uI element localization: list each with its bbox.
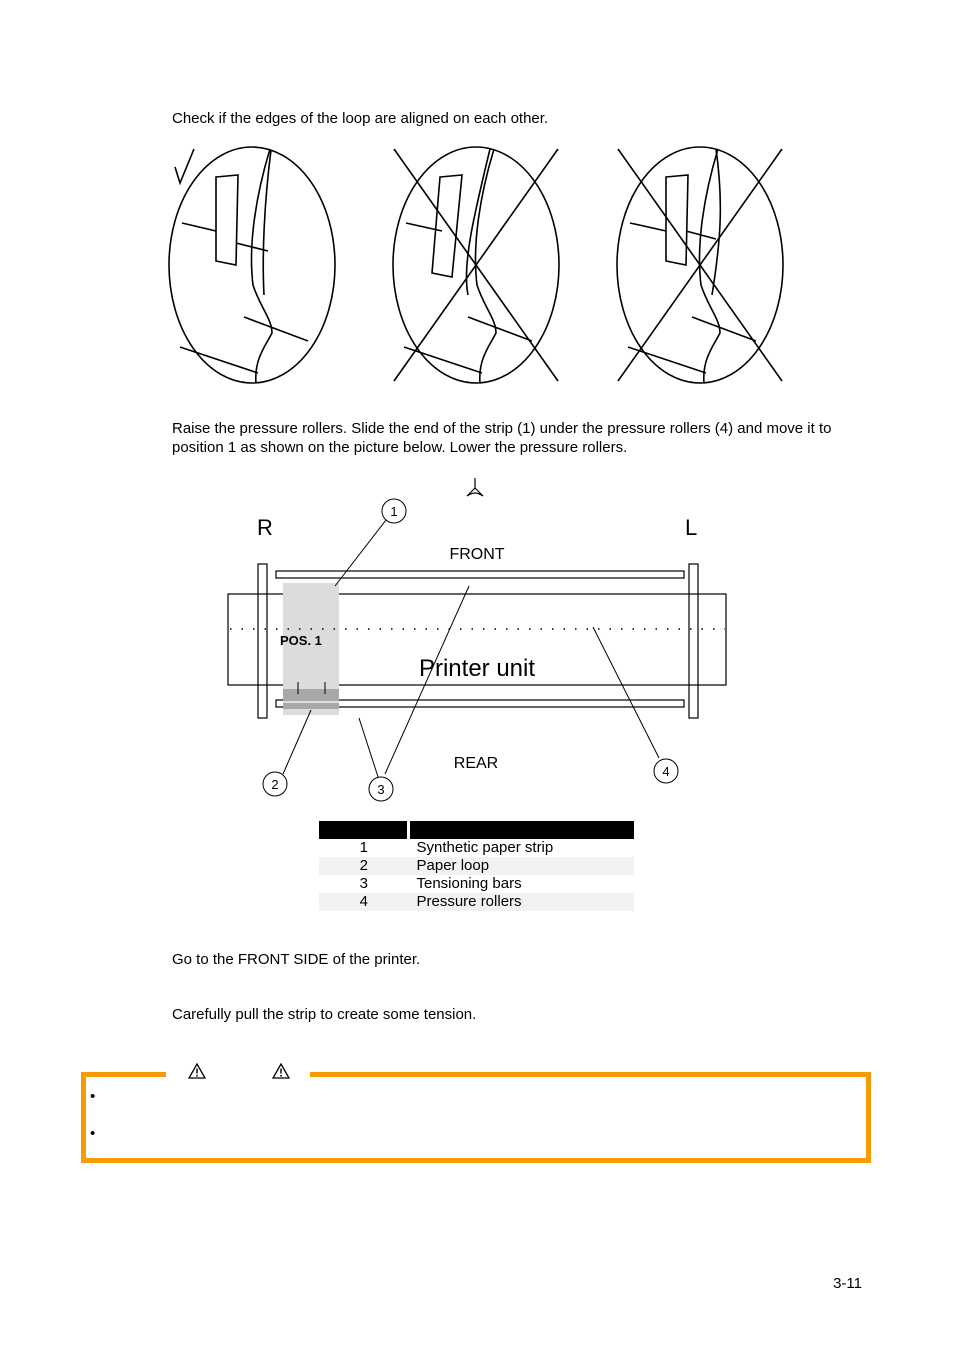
rear-label: REAR [453, 755, 499, 772]
callout-1-label: 1 [390, 504, 398, 519]
printer-unit-diagram [225, 470, 735, 805]
legend-row [319, 857, 634, 875]
legend-table [319, 821, 634, 911]
raise-rollers-text: Raise the pressure rollers. Slide the end of the strip (1) under the pressure rollers (4) and move it to position 1 as shown on the picture below. Lower the pressure rollers. [172, 420, 832, 456]
legend-number: 1 [359, 839, 368, 856]
warning-icon [272, 1063, 290, 1079]
check-mark-icon [175, 149, 194, 183]
check-alignment-text: Check if the edges of the loop are aligned on each other. [172, 110, 549, 127]
orientation-icon [467, 478, 483, 496]
legend-row [319, 875, 634, 893]
callout-4-label: 4 [662, 764, 670, 779]
warning-bullet: • [90, 1125, 96, 1142]
loop-misaligned-illustration-2 [617, 147, 783, 383]
legend-row [319, 839, 634, 857]
callout-3-label: 3 [377, 782, 385, 797]
legend-number: 4 [319, 893, 409, 911]
front-label: FRONT [449, 546, 505, 563]
loop-correct-illustration [169, 147, 335, 383]
warning-box [81, 1072, 871, 1163]
left-side-marker: L [685, 515, 698, 540]
legend-number: 2 [319, 857, 409, 875]
legend-number: 3 [359, 875, 368, 892]
paper-loop-band [283, 689, 339, 701]
front-side-text: Go to the FRONT SIDE of the printer. [172, 951, 421, 968]
legend-row [319, 893, 634, 911]
warning-bullet: • [90, 1088, 96, 1105]
page-number: 3-11 [833, 1275, 862, 1292]
callout-2-label: 2 [271, 777, 279, 792]
loop-alignment-illustrations [168, 145, 788, 385]
right-side-marker: R [257, 515, 273, 540]
legend-description: Synthetic paper strip [416, 839, 554, 856]
pull-strip-text: Carefully pull the strip to create some tension. [172, 1006, 477, 1023]
legend-description: Paper loop [409, 857, 635, 875]
printer-unit-label: Printer unit [418, 655, 536, 682]
position-label: POS. 1 [280, 633, 322, 648]
legend-header-row [319, 821, 634, 839]
legend-description: Tensioning bars [416, 875, 522, 892]
warning-icon [188, 1063, 206, 1079]
legend-description: Pressure rollers [409, 893, 635, 911]
loop-misaligned-illustration-1 [393, 147, 559, 383]
